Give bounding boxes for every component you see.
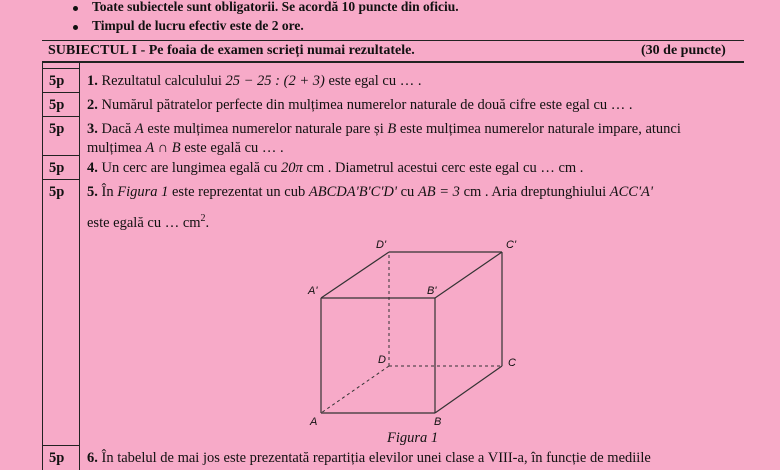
vertex-label-a: A xyxy=(310,416,318,428)
question-number: 1. xyxy=(87,73,98,89)
vertex-label-d-prime: D' xyxy=(376,239,387,251)
cube-edge xyxy=(435,252,502,298)
figure-reference: Figura 1 xyxy=(117,184,169,200)
row-divider xyxy=(42,179,80,180)
vertex-label-c-prime: C' xyxy=(506,239,517,251)
question-text: este reprezentat un cub xyxy=(168,184,309,200)
math-expression: 25 − 25 : (2 + 3) xyxy=(225,73,325,89)
question-5-line-2 xyxy=(87,213,209,232)
question-text: cm . Aria dreptunghiului xyxy=(459,184,610,200)
question-3-line-1 xyxy=(87,121,681,138)
question-text: Un cerc are lungimea egală cu xyxy=(97,160,282,176)
cube-edge xyxy=(435,366,502,413)
question-text: Numărul pătratelor perfecte din mulțimea numerelor naturale de două cifre este egal cu … . xyxy=(97,97,633,113)
row-divider xyxy=(42,155,80,156)
question-points: 5p xyxy=(49,184,65,200)
question-points: 5p xyxy=(49,73,65,89)
bullet-icon xyxy=(73,6,78,11)
vertex-label-b: B xyxy=(434,416,442,428)
row-divider xyxy=(42,445,80,446)
question-text: este egală cu … . xyxy=(180,140,284,156)
question-text: este mulțimea numerelor naturale impare, atunci xyxy=(396,121,681,137)
question-number: 3. xyxy=(87,121,98,137)
question-text: În xyxy=(97,184,118,200)
cube-figure xyxy=(300,232,540,432)
question-text: În tabelul de mai jos este prezentată repartiția elevilor unei clase a VIII-a, în funcție de mediile xyxy=(97,450,651,466)
instruction-line: Toate subiectele sunt obligatorii. Se acordă 10 puncte din oficiu. xyxy=(92,0,459,14)
header-top-rule xyxy=(42,40,744,41)
question-points: 5p xyxy=(49,121,65,137)
superscript: 2 xyxy=(200,213,206,224)
math-expression: ACC'A' xyxy=(609,184,654,200)
row-divider xyxy=(42,116,80,117)
bullet-icon xyxy=(73,25,78,30)
question-points: 5p xyxy=(49,450,65,466)
set-variable: B xyxy=(387,121,397,137)
points-column-right-border xyxy=(79,62,80,470)
question-text: este mulțimea numerelor naturale pare și xyxy=(143,121,388,137)
question-1 xyxy=(87,73,421,90)
question-6 xyxy=(87,450,651,467)
question-2 xyxy=(87,97,633,114)
question-number: 5. xyxy=(87,184,98,200)
vertex-label-b-prime: B' xyxy=(427,285,437,297)
question-text: Dacă xyxy=(97,121,135,137)
question-text: cu xyxy=(397,184,418,200)
question-number: 6. xyxy=(87,450,98,466)
vertex-label-c: C xyxy=(508,357,516,369)
math-expression: ABCDA'B'C'D' xyxy=(308,184,397,200)
question-text: cm . Diametrul acestui cerc este egal cu … cm . xyxy=(302,160,584,176)
header-bottom-rule xyxy=(42,61,744,63)
math-expression: AB = 3 xyxy=(417,184,460,200)
question-text: Rezultatul calculului xyxy=(97,73,226,89)
set-variable: A xyxy=(134,121,144,137)
points-column-left-border xyxy=(42,62,43,470)
question-5-line-1 xyxy=(87,184,653,201)
math-expression: A ∩ B xyxy=(145,140,181,156)
vertex-label-a-prime: A' xyxy=(308,285,318,297)
question-text: este egal cu … . xyxy=(324,73,422,89)
cube-hidden-edge xyxy=(321,366,389,413)
section-title: SUBIECTUL I - Pe foaia de examen scrieți numai rezultatele. xyxy=(48,43,415,58)
row-divider xyxy=(42,92,80,93)
figure-caption: Figura 1 xyxy=(387,430,439,446)
question-points: 5p xyxy=(49,97,65,113)
vertex-label-d: D xyxy=(378,354,386,366)
question-3-line-2 xyxy=(87,140,284,157)
question-number: 4. xyxy=(87,160,98,176)
math-expression: 20π xyxy=(281,160,303,176)
question-text: . xyxy=(205,214,210,231)
question-text: mulțimea xyxy=(87,140,146,156)
section-points: (30 de puncte) xyxy=(641,43,726,58)
question-text: este egală cu … cm xyxy=(87,214,201,231)
question-4 xyxy=(87,160,583,177)
instruction-line: Timpul de lucru efectiv este de 2 ore. xyxy=(92,18,304,33)
row-divider xyxy=(42,68,80,69)
question-points: 5p xyxy=(49,160,65,176)
cube-edge xyxy=(321,252,389,298)
question-number: 2. xyxy=(87,97,98,113)
